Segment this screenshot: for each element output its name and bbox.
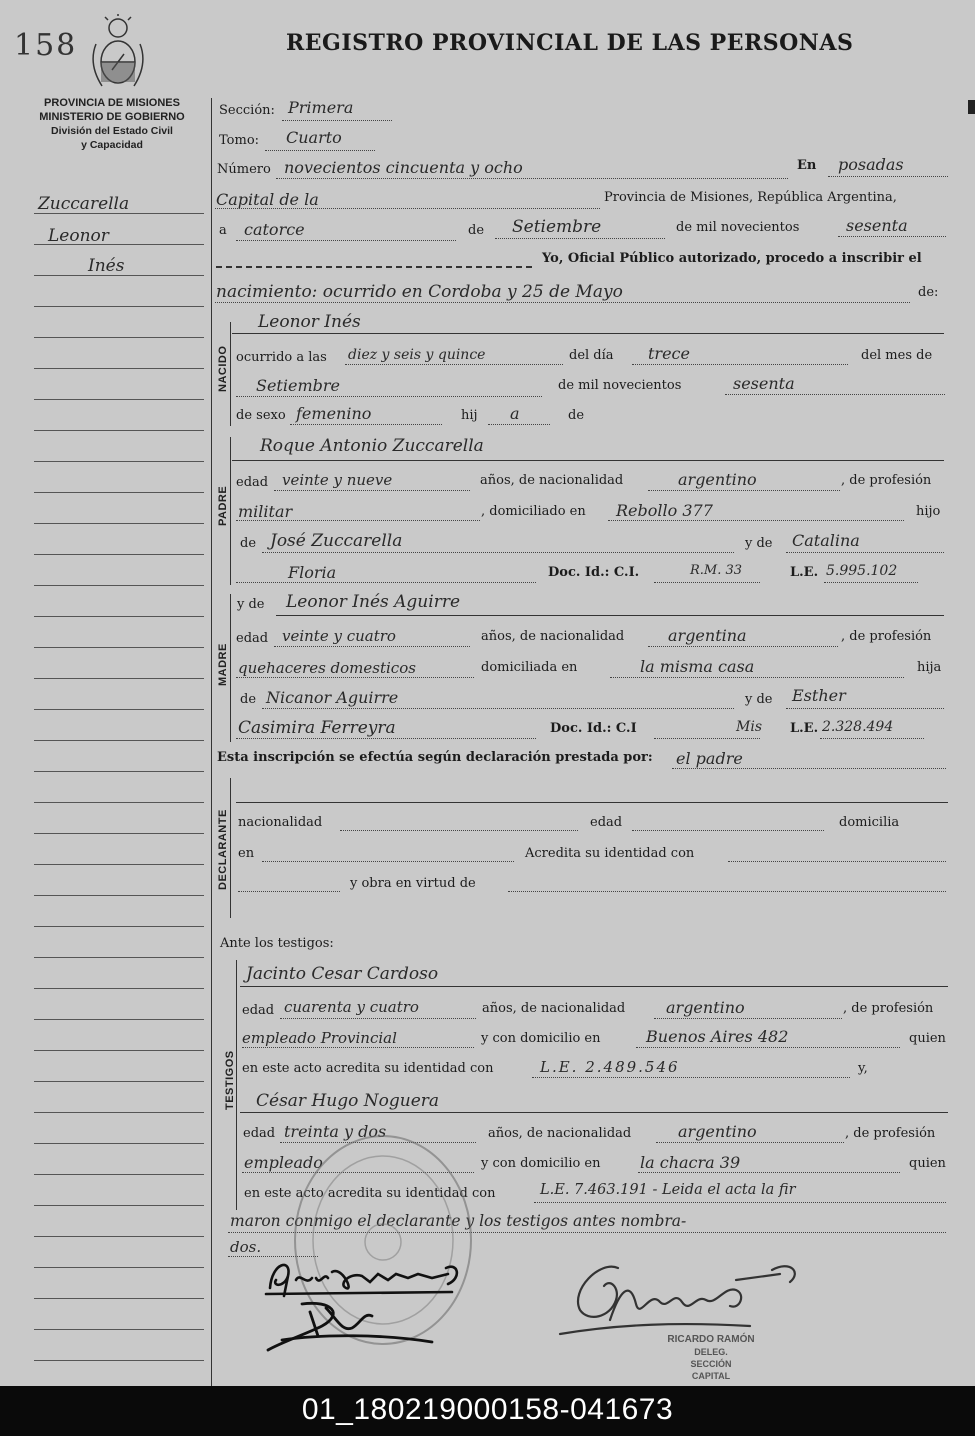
t2-profesion: empleado (244, 1153, 323, 1172)
madre-madre-de-line (786, 708, 944, 709)
t1-prof-line (242, 1047, 474, 1048)
capital-line (215, 208, 600, 209)
t1-y-label: y, (858, 1061, 868, 1076)
testigos-intro: Ante los testigos: (220, 936, 334, 951)
mil-nacido-label: de mil novecientos (558, 378, 682, 393)
t1-edad: cuarenta y cuatro (284, 998, 419, 1016)
margin-rule (34, 1298, 204, 1299)
margin-rule (34, 709, 204, 710)
t2-edad-label: edad (243, 1126, 276, 1141)
closing-line-1: maron conmigo el declarante y los testigos antes nombra- (230, 1212, 687, 1230)
t1-edad-line (280, 1018, 476, 1019)
madre-le: 2.328.494 (822, 719, 894, 735)
document-title: REGISTRO PROVINCIAL DE LAS PERSONAS (286, 30, 854, 56)
madre-nombre-line (276, 615, 944, 616)
declaracion-line (672, 768, 946, 769)
nacido-mes: Setiembre (256, 376, 340, 395)
declarante-dom-label: domicilia (839, 815, 900, 830)
margin-rule (34, 492, 204, 493)
margin-rule (34, 957, 204, 958)
padre-le-label: L.E. (790, 565, 819, 580)
de-label-fecha: de (468, 223, 485, 238)
tomo-value: Cuarto (286, 128, 342, 147)
madre-nac-label: años, de nacionalidad (481, 629, 625, 644)
provincia-text: Provincia de Misiones, República Argentina, (604, 190, 897, 205)
official-stamp (616, 1334, 806, 1382)
seccion-label: Sección: (219, 103, 275, 118)
madre-padre-de: Nicanor Aguirre (266, 688, 399, 707)
t1-dom-line (636, 1047, 900, 1048)
t2-nombre: César Hugo Noguera (256, 1091, 440, 1111)
madre-madre-de-1: Esther (792, 686, 846, 705)
tomo-line (265, 150, 375, 151)
capital-value: Capital de la (216, 190, 319, 209)
margin-rule (34, 1143, 204, 1144)
coat-of-arms (86, 14, 150, 94)
t1-nombre: Jacinto Cesar Cardoso (246, 964, 439, 984)
madre-domicilio: la misma casa (640, 657, 755, 676)
dia-nacido-line (632, 364, 848, 365)
t1-nac-label: años, de nacionalidad (482, 1001, 626, 1016)
madre-edad-line (274, 646, 470, 647)
hij-line (488, 424, 550, 425)
anio-line (838, 236, 946, 237)
issuer-capacity: y Capacidad (81, 139, 143, 151)
declarant-signature (262, 1252, 472, 1366)
madre-profesion: quehaceres domesticos (238, 659, 416, 677)
anio-nacido-line (725, 394, 945, 395)
nacido-label: NACIDO (217, 345, 229, 392)
margin-rule (34, 616, 204, 617)
margin-rule (34, 1019, 204, 1020)
nacido-sexo: femenino (296, 404, 372, 423)
margin-rule (34, 678, 204, 679)
de-colon: de: (918, 285, 939, 300)
padre-madre-de-1: Catalina (792, 531, 860, 550)
t2-domicilio: la chacra 39 (640, 1153, 741, 1172)
margin-rule (34, 1236, 204, 1237)
padre-nombre: Roque Antonio Zuccarella (260, 436, 484, 456)
declarante-obra-line (508, 891, 946, 892)
dashes-line (216, 266, 532, 268)
declarante-en-label: en (238, 846, 255, 861)
padre-bracket (230, 437, 231, 585)
declarante-edad-label: edad (590, 815, 623, 830)
declarante-en-line (262, 861, 514, 862)
padre-dom-label: , domiciliado en (481, 504, 586, 519)
madre-de-label: de (240, 692, 257, 707)
t1-dom-label: y con domicilio en (481, 1031, 601, 1046)
margin-rule (34, 1050, 204, 1051)
margin-rule (34, 1174, 204, 1175)
declarante-label: DECLARANTE (217, 809, 229, 890)
a-label: a (219, 223, 227, 238)
margin-middle-name: Inés (88, 256, 125, 276)
margin-first-name: Leonor (48, 226, 109, 246)
margin-rule (34, 740, 204, 741)
del-mes-label: del mes de (861, 348, 933, 363)
padre-madre-de2-line (236, 582, 536, 583)
padre-dom-line (608, 520, 904, 521)
padre-le-line (824, 582, 918, 583)
yo-text: Yo, Oficial Público autorizado, procedo a inscribir el (542, 251, 922, 266)
hij-suffix: a (510, 404, 520, 423)
inscripcion-value: nacimiento: ocurrido en Cordoba y 25 de Mayo (216, 282, 623, 302)
declarante-name-line (236, 802, 948, 803)
margin-rule (34, 926, 204, 927)
t2-acredita-label: en este acto acredita su identidad con (244, 1186, 496, 1201)
seccion-line (282, 120, 392, 121)
nacido-dia: trece (648, 344, 690, 363)
t1-nombre-line (240, 986, 948, 987)
t1-acredita-label: en este acto acredita su identidad con (242, 1061, 494, 1076)
t1-doc: L.E. 2.489.546 (540, 1058, 680, 1076)
declarante-nac-label: nacionalidad (238, 815, 323, 830)
padre-padre-de: José Zuccarella (270, 531, 403, 551)
padre-edad-label: edad (236, 475, 269, 490)
page-number: 158 (14, 28, 78, 63)
declarante-acredita-label: Acredita su identidad con (525, 846, 695, 861)
t2-nac-label: años, de nacionalidad (488, 1126, 632, 1141)
margin-surname: Zuccarella (38, 194, 130, 214)
margin-rule (34, 864, 204, 865)
margin-rule (34, 1360, 204, 1361)
t1-edad-label: edad (242, 1003, 275, 1018)
padre-label: PADRE (217, 485, 229, 526)
closing-line-2: dos. (230, 1238, 262, 1256)
padre-prof-label: , de profesión (841, 473, 932, 488)
anio-inscripcion: sesenta (846, 216, 908, 235)
margin-rule (34, 306, 204, 307)
sexo-label: de sexo (236, 408, 286, 423)
margin-rule (34, 802, 204, 803)
declaracion-value: el padre (676, 749, 743, 768)
padre-le: 5.995.102 (826, 563, 898, 579)
seccion-value: Primera (288, 98, 354, 117)
footer-image-id: 01_180219000158-041673 (0, 1386, 975, 1436)
issuer-province: PROVINCIA DE MISIONES (44, 97, 180, 109)
t2-nacionalidad: argentino (678, 1122, 757, 1141)
margin-rule (34, 1081, 204, 1082)
testigos-bracket (236, 960, 237, 1210)
padre-de-line (262, 552, 734, 553)
stamp-line-1: RICARDO RAMÓN (667, 1334, 755, 1345)
padre-edad-line (274, 490, 470, 491)
nacido-nombre-line (232, 333, 944, 334)
page-edge-mark (968, 100, 975, 114)
madre-madre-de2-line (236, 738, 536, 739)
nacido-anio: sesenta (733, 374, 795, 393)
padre-y-de-label: y de (745, 536, 773, 551)
margin-rule (34, 988, 204, 989)
madre-edad-label: edad (236, 631, 269, 646)
margin-rule (34, 833, 204, 834)
t2-nac-line (656, 1142, 844, 1143)
padre-domicilio: Rebollo 377 (616, 501, 713, 520)
t1-nac-line (654, 1018, 842, 1019)
nacido-nombre: Leonor Inés (258, 312, 361, 332)
margin-rule (34, 430, 204, 431)
numero-line (276, 178, 788, 179)
margin-rule (34, 1205, 204, 1206)
issuer-ministry: MINISTERIO DE GOBIERNO (39, 111, 185, 123)
mil-label: de mil novecientos (676, 220, 800, 235)
t1-quien-label: quien (909, 1031, 946, 1046)
margin-rule (34, 399, 204, 400)
nacido-de-label: de (568, 408, 585, 423)
declarante-obra-label: y obra en virtud de (350, 876, 476, 891)
t2-doc: L.E. 7.463.191 - Leida el acta la fir (540, 1182, 796, 1198)
tomo-label: Tomo: (219, 133, 260, 148)
t2-nombre-line (240, 1112, 948, 1113)
mes-line (495, 238, 665, 239)
madre-y-de-label: y de (237, 597, 265, 612)
declaracion-text: Esta inscripción se efectúa según declaración prestada por: (217, 750, 653, 765)
declarante-obra-pre-line (238, 891, 340, 892)
madre-doc-label: Doc. Id.: C.I (550, 721, 637, 736)
margin-rule (34, 523, 204, 524)
inscripcion-line (215, 302, 910, 303)
stamp-line-2: DELEG. (694, 1347, 728, 1357)
madre-nacionalidad: argentina (668, 626, 747, 645)
t2-prof-label: , de profesión (845, 1126, 936, 1141)
madre-madre-de-2: Casimira Ferreyra (238, 718, 396, 738)
t2-edad: treinta y dos (284, 1122, 387, 1141)
padre-doc-label: Doc. Id.: C.I. (548, 565, 640, 580)
padre-profesion: militar (238, 502, 293, 521)
padre-de-label: de (240, 536, 257, 551)
t1-nacionalidad: argentino (666, 998, 745, 1017)
madre-le-line (820, 738, 924, 739)
madre-nombre: Leonor Inés Aguirre (286, 592, 461, 612)
padre-nacionalidad: argentino (678, 470, 757, 489)
margin-rule (34, 368, 204, 369)
hij-label: hij (461, 408, 478, 423)
madre-label: MADRE (217, 643, 229, 686)
margin-rule (34, 895, 204, 896)
t2-quien-label: quien (909, 1156, 946, 1171)
margin-rule (34, 1267, 204, 1268)
nacido-bracket (230, 322, 231, 426)
stamp-line-3: SECCIÓN (690, 1359, 732, 1369)
en-line (828, 176, 948, 177)
madre-le-label: L.E. (790, 721, 819, 736)
issuer-block (22, 96, 202, 152)
t2-dom-line (638, 1172, 900, 1173)
padre-ci-line (654, 582, 760, 583)
sexo-line (290, 424, 442, 425)
padre-nombre-line (232, 460, 944, 461)
dia-inscripcion: catorce (244, 220, 305, 239)
stamp-line-4: CAPITAL (691, 1371, 731, 1381)
padre-nac-line (648, 490, 840, 491)
padre-prof-line (236, 520, 480, 521)
margin-rule (34, 585, 204, 586)
madre-ci: Mis (736, 719, 762, 735)
t1-domicilio: Buenos Aires 482 (646, 1027, 789, 1046)
madre-prof-label: , de profesión (841, 629, 932, 644)
madre-prof-line (236, 677, 474, 678)
en-value: posadas (838, 155, 904, 174)
madre-bracket (230, 594, 231, 742)
margin-rule (34, 337, 204, 338)
issuer-division: División del Estado Civil (51, 125, 173, 137)
margin-rule (34, 647, 204, 648)
t1-profesion: empleado Provincial (242, 1029, 397, 1047)
dia-line (236, 240, 456, 241)
del-dia-label: del día (569, 348, 614, 363)
madre-nac-line (648, 646, 838, 647)
testigos-label: TESTIGOS (224, 1050, 236, 1110)
declarante-acredita-line (728, 861, 946, 862)
en-label: En (797, 158, 817, 173)
t2-dom-label: y con domicilio en (481, 1156, 601, 1171)
margin-divider (211, 98, 212, 1386)
padre-ci: R.M. 33 (690, 563, 743, 578)
padre-hijo-label: hijo (916, 504, 941, 519)
madre-de-line (262, 708, 734, 709)
padre-madre-de-line (786, 552, 944, 553)
t1-prof-label: , de profesión (843, 1001, 934, 1016)
margin-rule (34, 1329, 204, 1330)
numero-value: novecientos cincuenta y ocho (284, 158, 523, 177)
mes-nacido-line (236, 396, 542, 397)
margin-rule (34, 1112, 204, 1113)
padre-edad: veinte y nueve (282, 471, 393, 489)
margin-rule (34, 461, 204, 462)
madre-ci-line (654, 738, 760, 739)
madre-y-de2-label: y de (745, 692, 773, 707)
ocurrido-label: ocurrido a las (236, 350, 327, 365)
declarante-nac-line (340, 830, 578, 831)
declarante-bracket (230, 778, 231, 918)
t2-doc-line (534, 1202, 946, 1203)
padre-nac-label: años, de nacionalidad (480, 473, 624, 488)
mes-inscripcion: Setiembre (512, 217, 602, 237)
hora-line (345, 364, 563, 365)
madre-dom-label: domiciliada en (481, 660, 578, 675)
madre-hija-label: hija (917, 660, 942, 675)
numero-label: Número (217, 162, 271, 177)
madre-edad: veinte y cuatro (282, 627, 396, 645)
margin-rule (34, 554, 204, 555)
madre-dom-line (610, 677, 904, 678)
declarante-edad-line (632, 830, 824, 831)
nacido-hora: diez y seis y quince (348, 347, 486, 363)
margin-rule (34, 771, 204, 772)
t1-doc-line (532, 1077, 850, 1078)
padre-madre-de-2: Floria (288, 563, 337, 582)
